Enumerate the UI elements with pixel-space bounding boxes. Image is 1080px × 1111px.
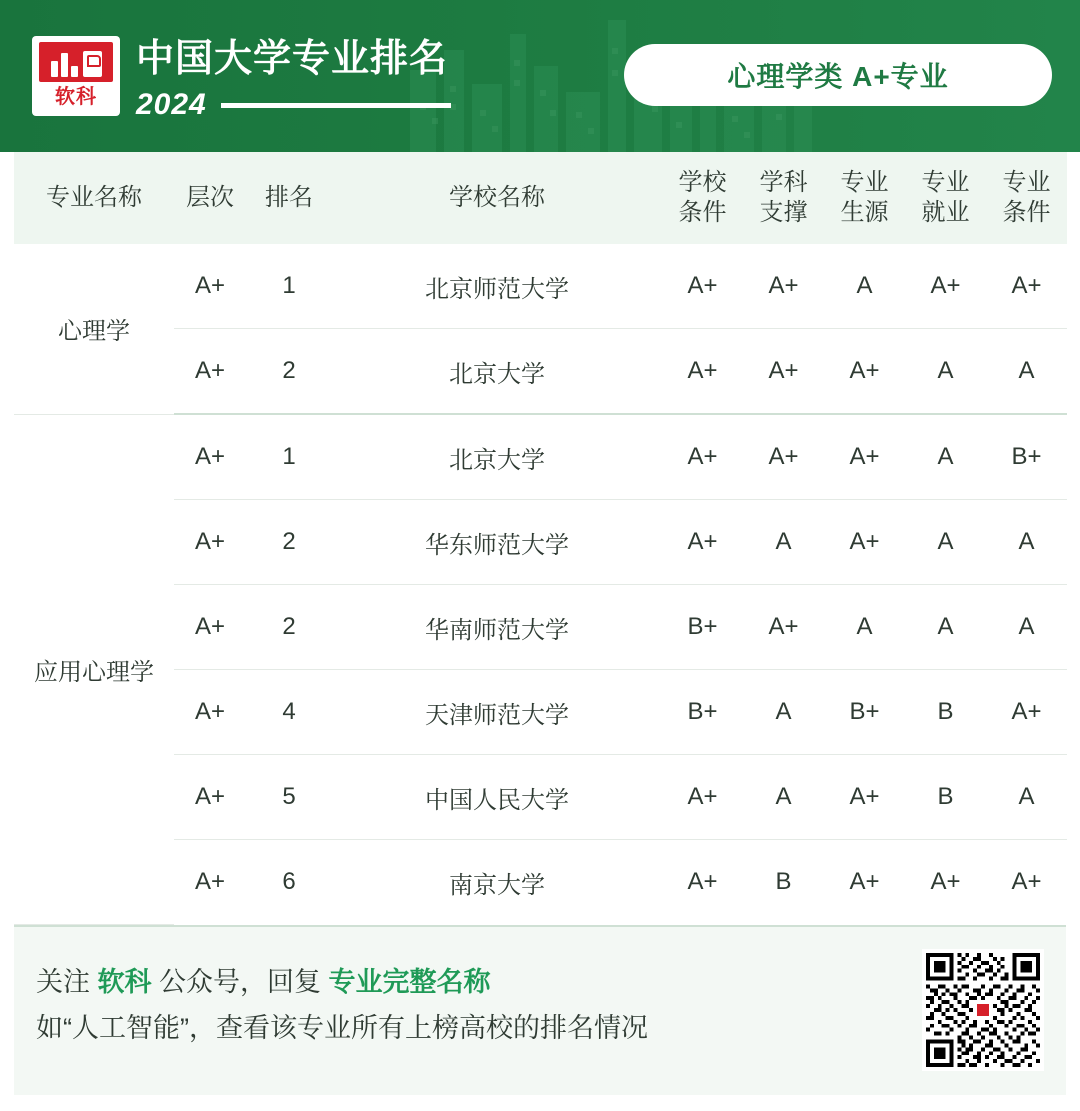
cell-level: A+ (174, 414, 246, 500)
cell-major-source: B+ (824, 670, 905, 755)
cell-major-condition: A+ (986, 670, 1067, 755)
cell-subject-support: A+ (743, 329, 824, 415)
cell-major-source: A (824, 244, 905, 329)
cell-level: A+ (174, 585, 246, 670)
cell-school-condition: A+ (662, 500, 743, 585)
footer-brand: 软科 (97, 966, 152, 997)
cell-subject-support: A (743, 755, 824, 840)
cell-major-source: A+ (824, 414, 905, 500)
cell-level: A+ (174, 755, 246, 840)
cell-rank: 5 (246, 755, 332, 840)
table-row (14, 244, 1067, 329)
cell-major-condition: A+ (986, 244, 1067, 329)
cell-subject-support: A+ (743, 414, 824, 500)
cell-subject-support: A+ (743, 585, 824, 670)
footer-line-1 (36, 959, 648, 1005)
title-rule (221, 103, 451, 108)
cell-school-condition: A+ (662, 329, 743, 415)
cell-school-condition: A+ (687, 868, 718, 895)
cell-level: A+ (174, 329, 246, 415)
column-header-major-employment: 专业 就业 (905, 152, 986, 244)
category-badge (624, 44, 1052, 106)
cell-subject-support: A (743, 500, 824, 585)
logo-mark-icon (39, 42, 113, 82)
cell-school: 南京大学 (449, 871, 545, 899)
cell-major-employment: A+ (930, 868, 961, 895)
cell-major-source: A+ (824, 755, 905, 840)
cell-level: A+ (194, 868, 226, 895)
footer-line1-a: 关注 (36, 966, 98, 997)
cell-major-source: A (824, 585, 905, 670)
cell-major-condition: A (986, 329, 1067, 415)
cell-school: 北京师范大学 (332, 244, 662, 329)
cell-major-condition: A (986, 500, 1067, 585)
footer (14, 925, 1066, 1095)
cell-school: 北京大学 (332, 329, 662, 415)
major-group-label: 应用心理学 (14, 414, 174, 924)
footer-line-2: 如“人工智能”，查看该专业所有上榜高校的排名情况 (36, 1012, 648, 1043)
footer-text (36, 959, 648, 1051)
category-badge-label: 心理学类 A+专业 (727, 61, 949, 92)
column-header-rank: 排名 (246, 152, 332, 244)
footer-line1-c: 公众号，回复 (151, 966, 329, 997)
cell-major-condition: A (986, 585, 1067, 670)
column-header-subject-support: 学科 支撑 (743, 152, 824, 244)
cell-subject-support: A+ (743, 244, 824, 329)
cell-subject-support: A (743, 670, 824, 755)
column-header-school-condition: 学校 条件 (662, 152, 743, 244)
cell-school: 中国人民大学 (332, 755, 662, 840)
column-header-school: 学校名称 (332, 152, 662, 244)
page-year: 2024 (136, 88, 207, 121)
major-group-label: 心理学 (14, 244, 174, 414)
cell-rank: 2 (246, 500, 332, 585)
cell-level: A+ (174, 670, 246, 755)
column-header-major-source: 专业 生源 (824, 152, 905, 244)
cell-level: A+ (174, 244, 246, 329)
cell-subject-support: B (775, 868, 792, 895)
cell-school-condition: A+ (662, 755, 743, 840)
title-block (136, 36, 451, 122)
table-header-row (14, 152, 1067, 244)
cell-rank: 2 (246, 329, 332, 415)
cell-major-condition: A (986, 755, 1067, 840)
logo-text: 软科 (55, 86, 97, 108)
cell-major-employment: A (905, 414, 986, 500)
cell-school-condition: A+ (662, 414, 743, 500)
cell-major-source: A+ (849, 868, 880, 895)
ranking-table-wrap (0, 152, 1080, 925)
table-row (14, 414, 1067, 500)
cell-major-condition: A+ (1011, 868, 1042, 895)
qr-code-image (926, 953, 1040, 1067)
cell-rank: 6 (282, 868, 296, 895)
page-title: 中国大学专业排名 (136, 38, 449, 80)
cell-major-source: A+ (824, 329, 905, 415)
cell-school-condition: B+ (662, 585, 743, 670)
cell-school: 华南师范大学 (332, 585, 662, 670)
cell-rank: 4 (246, 670, 332, 755)
cell-major-employment: B (905, 670, 986, 755)
footer-keyword: 专业完整名称 (328, 966, 491, 997)
qr-code (922, 949, 1044, 1071)
cell-major-employment: B (905, 755, 986, 840)
ranking-table (14, 152, 1067, 925)
cell-major-source: A+ (824, 500, 905, 585)
column-header-major: 专业名称 (14, 152, 174, 244)
cell-school-condition: A+ (662, 244, 743, 329)
cell-major-employment: A+ (905, 244, 986, 329)
cell-rank: 1 (246, 244, 332, 329)
header (0, 0, 1080, 152)
cell-level: A+ (174, 500, 246, 585)
cell-school-condition: B+ (662, 670, 743, 755)
cell-major-condition: B+ (986, 414, 1067, 500)
cell-major-employment: A (905, 329, 986, 415)
column-header-level: 层次 (174, 152, 246, 244)
cell-major-employment: A (905, 585, 986, 670)
cell-school: 天津师范大学 (332, 670, 662, 755)
cell-school: 北京大学 (332, 414, 662, 500)
ruanke-logo (32, 36, 120, 116)
column-header-major-condition: 专业 条件 (986, 152, 1067, 244)
cell-rank: 2 (246, 585, 332, 670)
cell-major-employment: A (905, 500, 986, 585)
cell-school: 华东师范大学 (332, 500, 662, 585)
cell-rank: 1 (246, 414, 332, 500)
